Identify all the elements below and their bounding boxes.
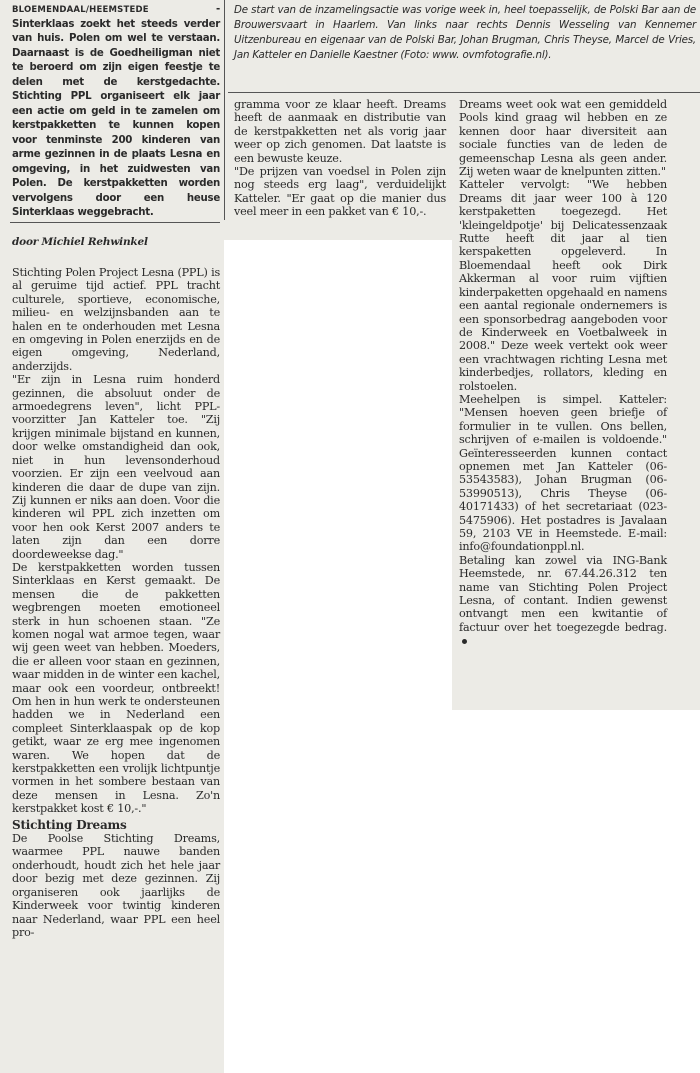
- paragraph: "Er zijn in Lesna ruim honderd gezinnen, die absoluut onder de armoedegrens leven", licht PPL-voorzitter Jan Katteler toe. "Zij krijgen minimale bijstand en kunnen, door welke omstandigheid dan ook, niet in hun levensonderhoud voorzien. Er zijn een veelvoud aan kinderen die daar de dupe van zijn. Zij kunnen er niks aan doen. Voor die kinderen wil PPL zich inzetten om voor hen ook Kerst 2007 anders te laten zijn dan een dorre doordeweekse dag.": [12, 373, 220, 561]
- paragraph: Dreams weet ook wat een gemiddeld Pools kind graag wil hebben en ze kennen door haar diversiteit aan sociale functies van de leden de gemeenschap Lesna als geen ander. Zij weten waar de knelpunten zitten.": [459, 98, 667, 179]
- column-rule: [224, 0, 225, 220]
- article-column-left: [12, 266, 220, 939]
- lead-paragraph: [12, 3, 220, 221]
- paragraph: "De prijzen van voedsel in Polen zijn nog steeds erg laag", verduidelijkt Katteler. "Er gaat op die manier dus veel meer in een pakket van € 10,-.: [234, 165, 446, 219]
- paragraph: Stichting Polen Project Lesna (PPL) is al geruime tijd actief. PPL tracht culturele, sportieve, economische, milieu- en welzijnsbanden aan te halen en te onderhouden met Lesna en omgeving in Polen enerzijds en de eigen omgeving, Nederland, anderzijds.: [12, 266, 220, 373]
- caption-divider: [228, 92, 700, 93]
- paragraph: Meehelpen is simpel. Katteler: "Mensen hoeven geen briefje of formulier in te vullen. Ons bellen, schrijven of e-mailen is voldoende." Geïnteresseerden kunnen contact opnemen met Jan Katteler (06-53543583), Johan Brugman (06-53990513), Chris Theyse (06-40171433) of het secretariaat (023-5475906). Het postadres is Javalaan 59, 2103 VE in Heemstede. E-mail: info@foundationppl.nl.: [459, 392, 667, 554]
- paragraph: De Poolse Stichting Dreams, waarmee PPL nauwe banden onderhoudt, houdt zich het hele jaar door bezig met deze gezinnen. Zij organiseren ook jaarlijks de Kinderweek voor twintig kinderen naar Nederland, waar PPL een heel pro-: [12, 832, 220, 939]
- lead-kicker: BLOEMENDAAL/HEEMSTEDE: [12, 5, 149, 15]
- subheading: Stichting Dreams: [12, 817, 127, 832]
- photo-cutout-area: [228, 240, 450, 1073]
- paragraph: Katteler vervolgt: "We hebben Dreams dit jaar weer 100 à 120 kerstpaketten toegezegd. Het 'kleingeldpotje' bij Delicatessenzaak Rutte heeft dit jaar al tien kerspaketten opgeleverd. In Bloemendaal heeft ook Dirk Akkerman al voor ruim vijftien kinderpaketten opgehaald en namens een aantal regionale ondernemers is een sponsorbedrag aangeboden voor de Kinderweek en Voetbalweek in 2008." Deze week vertekt ook weer een vrachtwagen richting Lesna met kinderbedjes, rollators, kleding en rolstoelen.: [459, 178, 667, 393]
- paragraph: gramma voor ze klaar heeft. Dreams heeft de aanmaak en distributie van de kerstpakketten net als vorig jaar weer op zich genomen. Dat laatste is een bewuste keuze.: [234, 98, 446, 165]
- photo-caption: [234, 3, 696, 63]
- lead-text: - Sinterklaas zoekt het steeds verder van huis. Polen om wel te verstaan. Daarnaast is de Goedheiligman niet te beroerd om zijn eigen feestje te delen met de kerstgedachte. Stichting PPL organiseert elk jaar een actie om geld in te zamelen om kerstpakketten te kunnen kopen voor tenminste 200 kinderen van arme gezinnen in de plaats Lesna en omgeving, in het zuidwesten van Polen. De kerstpakketten worden vervolgens door een heuse Sinterklaas weggebracht.: [12, 4, 220, 218]
- paragraph-final: [459, 554, 667, 648]
- end-of-article-bullet-icon: [462, 639, 467, 644]
- article-column-right: [459, 98, 667, 648]
- byline: door Michiel Rehwinkel: [12, 236, 148, 248]
- paragraph: De kerstpakketten worden tussen Sinterklaas en Kerst gemaakt. De mensen die de pakketten wegbrengen moeten emotioneel sterk in hun schoenen staan. "Ze komen nogal wat armoe tegen, waar wij geen weet van hebben. Moeders, die er alleen voor staan en gezinnen, waar midden in de winter een kachel, maar ook een voordeur, ontbreekt! Om hen in hun werk te ondersteunen hadden we in Nederland een compleet Sinterklaaspak op de kop getikt, waar ze erg mee ingenomen waren. We hopen dat de kerstpakketten een vrolijk lichtpuntje vormen in het sombere bestaan van deze mensen in Lesna. Zo'n kerstpakket kost € 10,-.": [12, 560, 220, 816]
- article-column-middle: [234, 98, 446, 219]
- caption-text: De start van de inzamelingsactie was vorige week in, heel toepasselijk, de Polski Bar aan de Brouwersvaart in Haarlem. Van links naar rechts Dennis Wesseling van Kennemer Uitzenbureau en eigenaar van de Polski Bar, Johan Brugman, Chris Theyse, Marcel de Vries, Jan Katteler en Danielle Kaestner (Foto: www. ovmfotografie.nl).: [234, 4, 696, 61]
- lead-divider: [10, 222, 220, 223]
- final-text: Betaling kan zowel via ING-Bank Heemstede, nr. 67.44.26.312 ten name van Stichting Polen Project Lesna, of contant. Indien gewenst ontvangt men een kwitantie of factuur over het toegezegde bedrag.: [459, 553, 667, 634]
